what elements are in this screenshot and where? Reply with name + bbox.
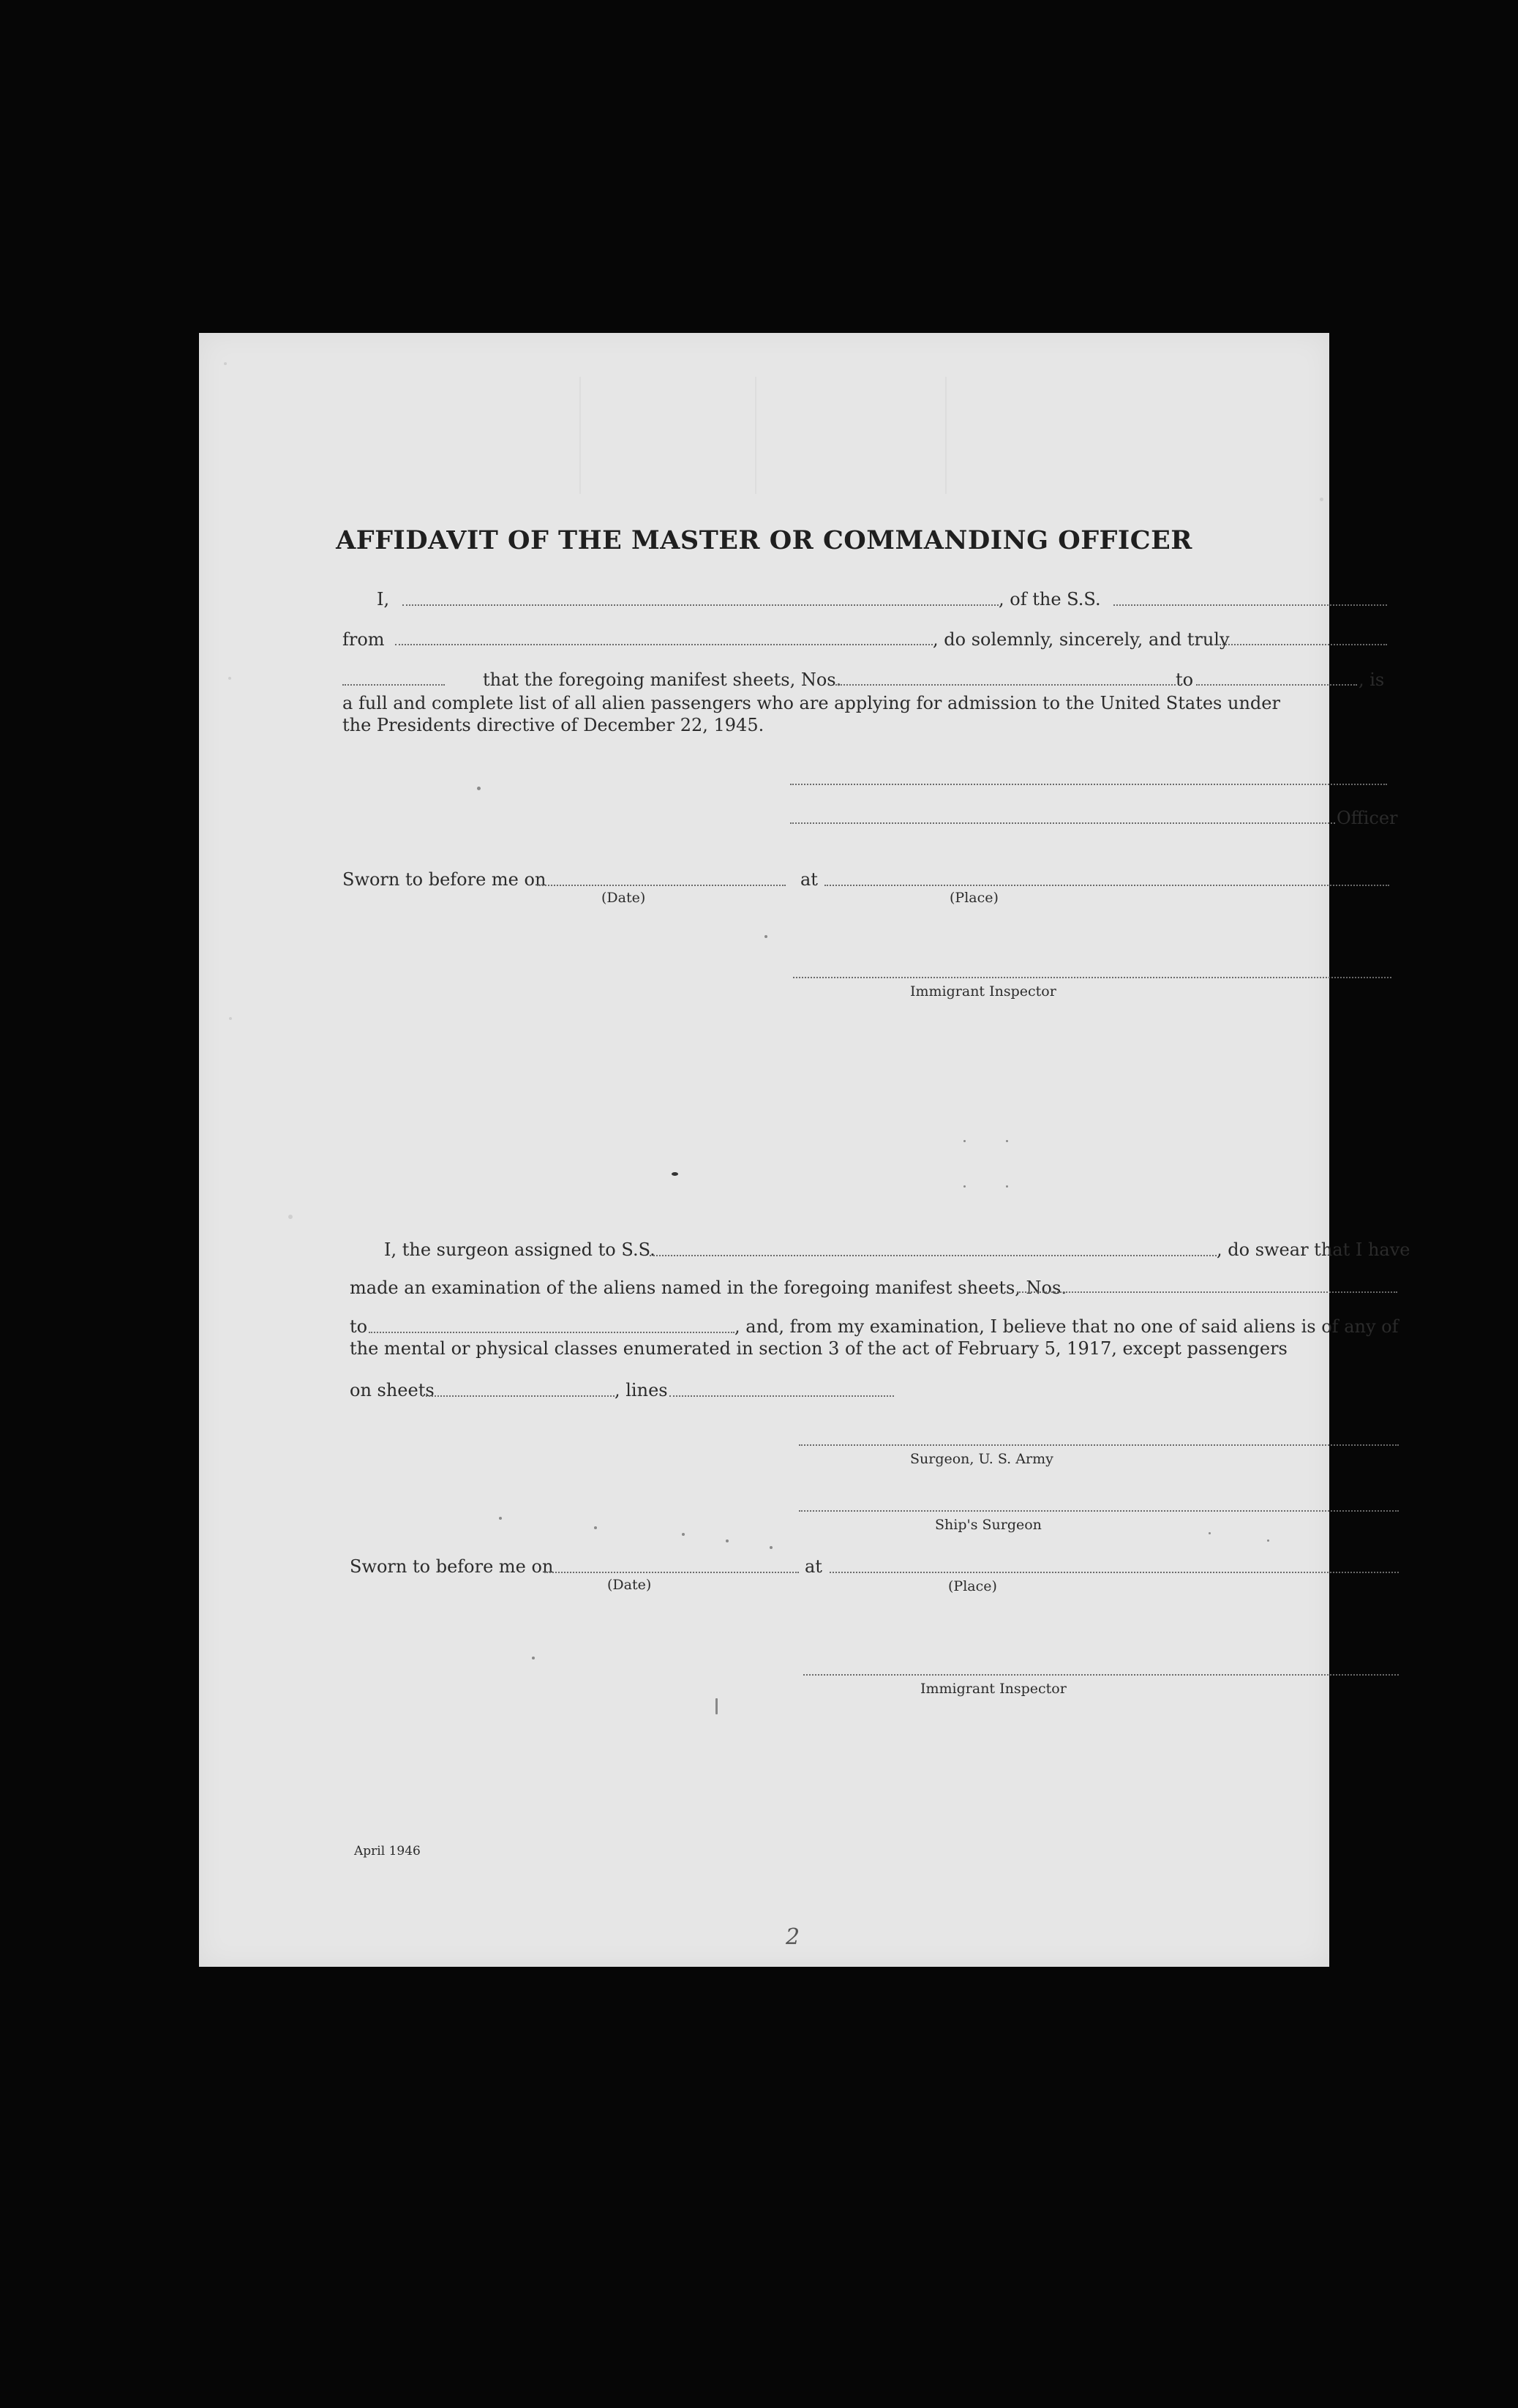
- master-date-caption: (Date): [601, 890, 646, 906]
- affidavit-text-line5: the Presidents directive of December 22, 1945.: [342, 715, 764, 735]
- affidavit-i-label: I,: [377, 589, 390, 609]
- margin-speck: [288, 1215, 293, 1219]
- army-surgeon-caption: Surgeon, U. S. Army: [910, 1451, 1053, 1467]
- scan-artifact: [755, 377, 756, 494]
- officer-label: Officer: [1337, 808, 1398, 828]
- surgeon-sworn-place-field[interactable]: [830, 1572, 1399, 1573]
- surgeon-nos-to-field[interactable]: [369, 1332, 734, 1333]
- master-inspector-caption: Immigrant Inspector: [910, 983, 1056, 999]
- scan-speck: [682, 1533, 685, 1536]
- surgeon-text-line1: I, the surgeon assigned to S.S.: [384, 1239, 655, 1260]
- surgeon-at-label: at: [805, 1556, 822, 1577]
- affidavit-to-label: to: [1176, 669, 1194, 690]
- master-sworn-date-field[interactable]: [537, 885, 786, 886]
- master-name-field[interactable]: [402, 604, 999, 606]
- surgeon-sheets-field[interactable]: [422, 1395, 615, 1397]
- surgeon-lines-label: , lines: [615, 1380, 668, 1400]
- surgeon-date-caption: (Date): [607, 1577, 652, 1593]
- master-ship-field[interactable]: [1113, 604, 1387, 606]
- page-number-mark: 2: [786, 1924, 800, 1950]
- ships-surgeon-signature-field[interactable]: [799, 1510, 1399, 1512]
- master-nos-to-field[interactable]: [1196, 684, 1357, 686]
- margin-speck: [1320, 498, 1323, 501]
- army-surgeon-signature-field[interactable]: [799, 1444, 1399, 1446]
- affidavit-solemn-text: , do solemnly, sincerely, and truly: [933, 629, 1230, 650]
- form-date-footer: April 1946: [354, 1844, 421, 1858]
- affidavit-ss-label: , of the S.S.: [999, 589, 1101, 609]
- scan-speck: [1006, 1140, 1008, 1142]
- master-signature-field[interactable]: [790, 784, 1387, 785]
- affidavit-manifest-text: that the foregoing manifest sheets, Nos.: [483, 669, 842, 690]
- scan-speck: [594, 1526, 597, 1529]
- surgeon-to-label: to: [350, 1316, 368, 1337]
- scan-speck: [672, 1172, 678, 1176]
- scan-speck: [764, 935, 767, 938]
- scan-speck: [1006, 1185, 1008, 1188]
- master-inspector-signature-field[interactable]: [793, 977, 1391, 978]
- master-nos-from-field[interactable]: [835, 684, 1176, 686]
- surgeon-text-line2: made an examination of the aliens named in the foregoing manifest sheets, Nos.: [350, 1278, 1067, 1298]
- surgeon-sworn-date-field[interactable]: [544, 1572, 799, 1573]
- ships-surgeon-caption: Ship's Surgeon: [935, 1517, 1042, 1533]
- scan-speck: [726, 1539, 729, 1542]
- officer-signature-field[interactable]: [790, 822, 1335, 824]
- surgeon-sheets-label: on sheets: [350, 1380, 435, 1400]
- master-place-caption: (Place): [950, 890, 999, 906]
- margin-speck: [224, 362, 227, 365]
- master-sworn-label: Sworn to before me on: [342, 869, 546, 890]
- scan-speck: [963, 1185, 966, 1188]
- scan-speck: [477, 787, 481, 790]
- scan-speck: [1267, 1539, 1269, 1542]
- master-sworn-place-field[interactable]: [824, 885, 1389, 886]
- surgeon-place-caption: (Place): [948, 1578, 997, 1594]
- margin-speck: [228, 677, 231, 680]
- affidavit-text-line4: a full and complete list of all alien passengers who are applying for admission to the United States under: [342, 693, 1280, 713]
- affidavit-from-label: from: [342, 629, 385, 650]
- surgeon-nos-from-field[interactable]: [1017, 1291, 1397, 1293]
- scan-speck: [532, 1657, 535, 1659]
- margin-speck: [229, 1017, 232, 1020]
- master-at-label: at: [800, 869, 818, 890]
- master-verb-field[interactable]: [342, 684, 445, 686]
- master-from-field[interactable]: [395, 644, 933, 645]
- scan-artifact: [945, 377, 947, 494]
- scan-speck: [499, 1517, 502, 1520]
- surgeon-inspector-signature-field[interactable]: [803, 1674, 1399, 1676]
- surgeon-inspector-caption: Immigrant Inspector: [920, 1681, 1067, 1697]
- surgeon-text-line3: , and, from my examination, I believe that no one of said aliens is of any of: [734, 1316, 1399, 1337]
- scan-speck: [715, 1698, 718, 1714]
- scan-speck: [770, 1546, 773, 1549]
- scan-artifact: [579, 377, 581, 494]
- scan-speck: [1209, 1532, 1211, 1534]
- surgeon-swear-text: , do swear that I have: [1217, 1239, 1410, 1260]
- document-page: [199, 333, 1410, 1967]
- affidavit-title: AFFIDAVIT OF THE MASTER OR COMMANDING OFFICER: [336, 525, 1192, 555]
- surgeon-lines-field[interactable]: [669, 1395, 894, 1397]
- scan-speck: [963, 1140, 966, 1142]
- surgeon-sworn-label: Sworn to before me on: [350, 1556, 554, 1577]
- master-oath-field[interactable]: [1214, 644, 1387, 645]
- surgeon-text-line4: the mental or physical classes enumerated in section 3 of the act of February 5, 1917, except passengers: [350, 1338, 1288, 1359]
- affidavit-is-text: , is: [1359, 669, 1385, 690]
- surgeon-ship-field[interactable]: [650, 1255, 1217, 1256]
